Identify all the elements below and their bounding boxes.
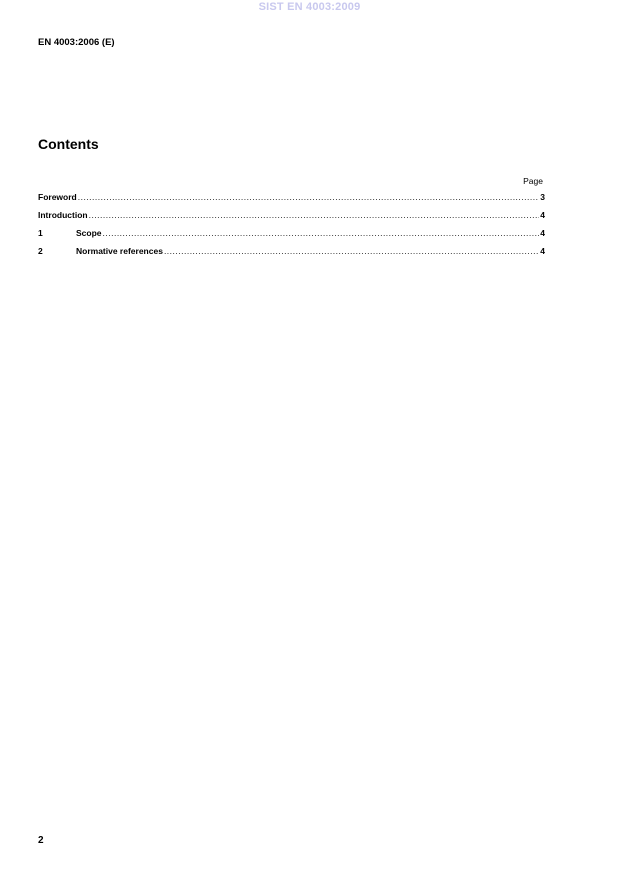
toc-entry-number: 2 xyxy=(38,246,43,256)
toc-leader-dots xyxy=(78,191,540,204)
page-number: 2 xyxy=(38,835,44,846)
toc-entry-introduction[interactable] xyxy=(38,209,545,222)
toc-entry-page: 4 xyxy=(540,246,545,256)
toc-entry-page: 3 xyxy=(540,192,545,202)
toc-entry-label: Introduction xyxy=(38,210,88,220)
page-column-label: Page xyxy=(523,176,543,186)
toc-leader-dots xyxy=(89,209,540,222)
toc-leader-dots xyxy=(164,245,539,258)
document-id: EN 4003:2006 (E) xyxy=(38,37,115,48)
toc-entry-page: 4 xyxy=(540,210,545,220)
toc-leader-dots xyxy=(103,227,540,240)
toc-entry-label: Normative references xyxy=(76,246,163,256)
toc-entry-number: 1 xyxy=(38,228,43,238)
contents-title: Contents xyxy=(38,136,99,152)
table-of-contents xyxy=(38,191,545,263)
watermark: SIST EN 4003:2009 xyxy=(258,1,361,13)
toc-entry-scope[interactable] xyxy=(38,227,545,240)
toc-entry-label: Foreword xyxy=(38,192,77,202)
toc-entry-page: 4 xyxy=(540,228,545,238)
toc-entry-normative-references[interactable] xyxy=(38,245,545,258)
toc-entry-label: Scope xyxy=(76,228,102,238)
toc-entry-foreword[interactable] xyxy=(38,191,545,204)
